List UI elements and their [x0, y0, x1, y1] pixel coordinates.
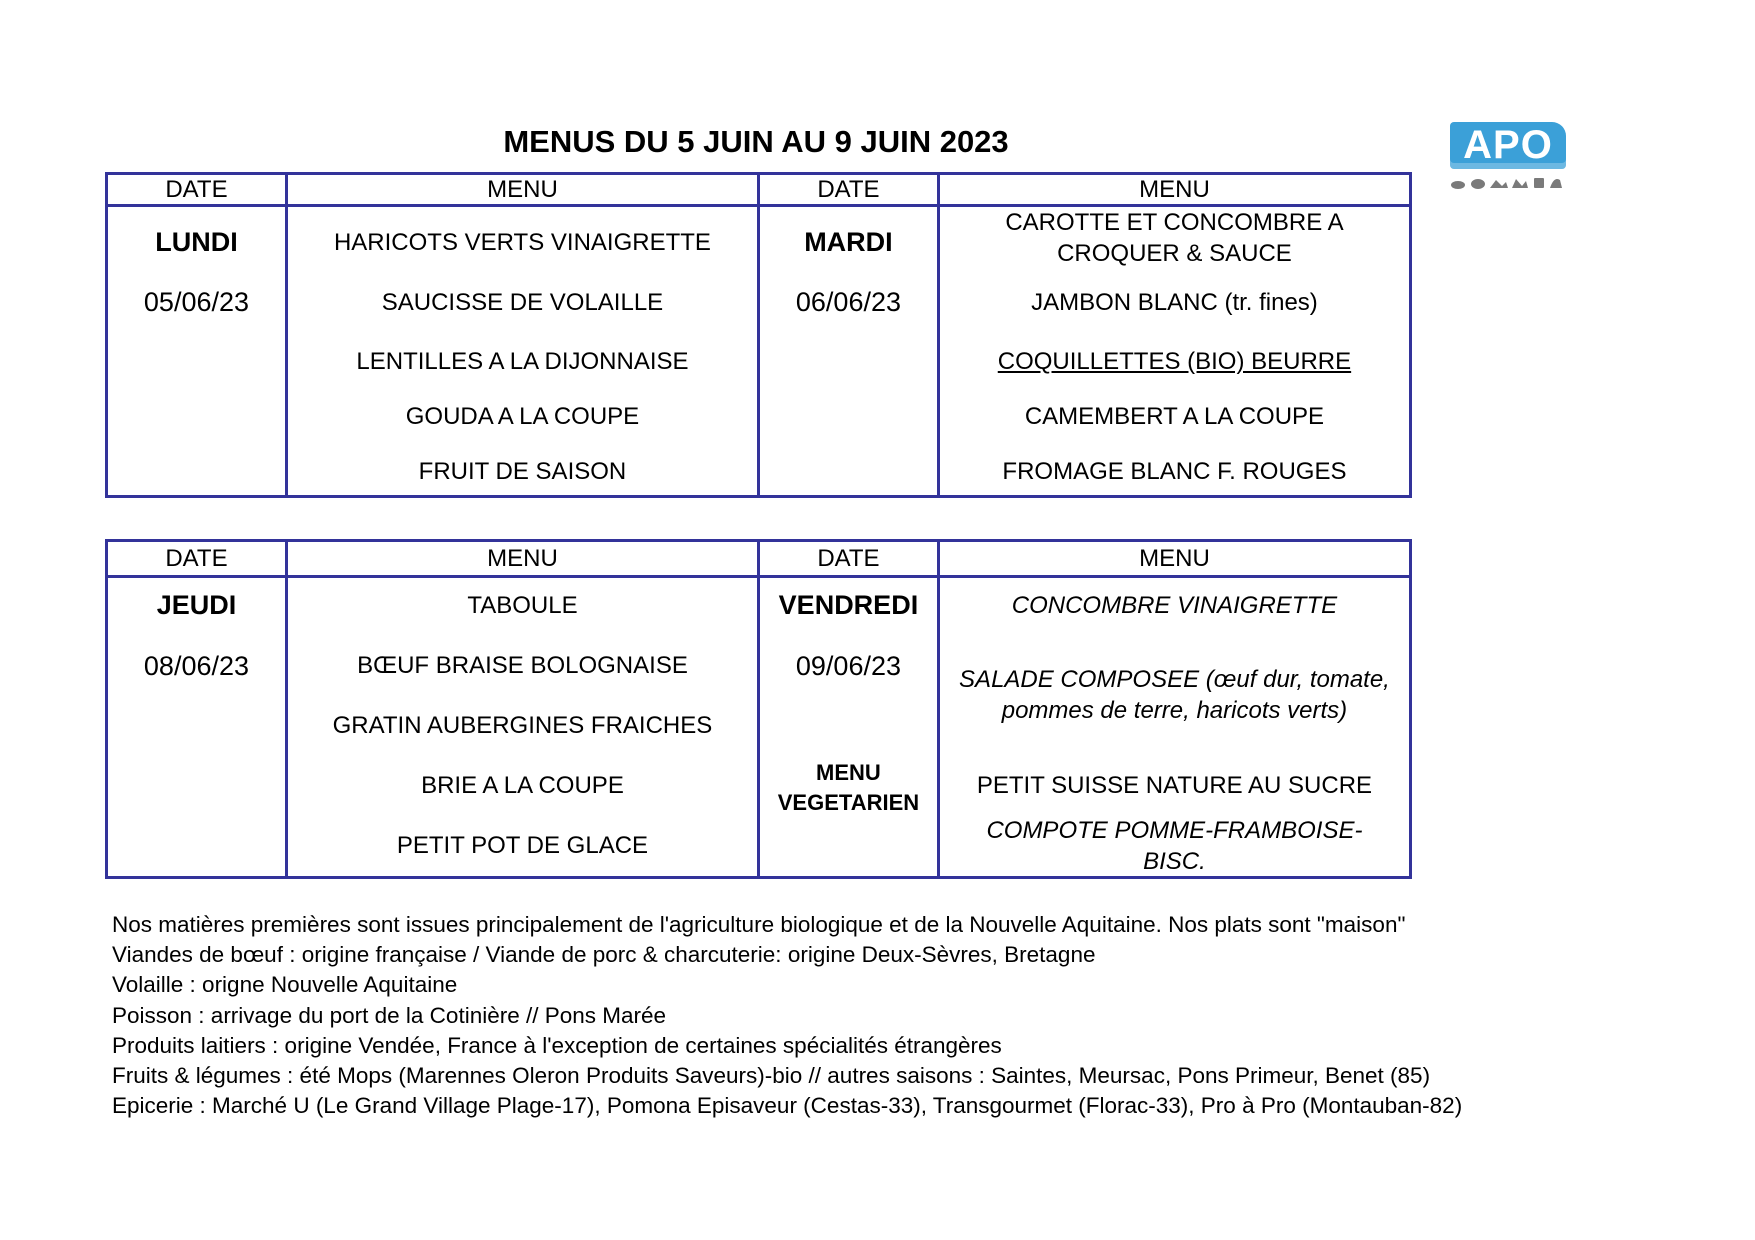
day-cell-thursday	[107, 577, 287, 878]
day-name: VENDREDI	[778, 590, 919, 620]
header-menu: MENU	[286, 541, 758, 577]
menu-item: CROQUER & SAUCE	[1057, 240, 1292, 267]
day-date: 08/06/23	[143, 651, 250, 681]
menu-item: CAMEMBERT A LA COUPE	[1024, 403, 1325, 430]
menu-cell-thursday	[286, 577, 758, 878]
sourcing-notes	[112, 910, 1462, 1121]
menu-item: JAMBON BLANC (tr. fines)	[1031, 289, 1318, 316]
day-name: LUNDI	[155, 227, 238, 257]
menu-item: TABOULE	[467, 592, 578, 619]
menu-cell-friday	[938, 577, 1410, 878]
menu-item: CONCOMBRE VINAIGRETTE	[1011, 592, 1338, 619]
note-line: Viandes de bœuf : origine française / Viande de porc & charcuterie: origine Deux-Sèvres, Bretagne	[112, 942, 1096, 968]
table-header-row	[107, 174, 1411, 206]
table-header-row	[107, 541, 1411, 577]
menu-cell-tuesday	[938, 206, 1410, 497]
day-date: 05/06/23	[143, 287, 250, 317]
header-menu: MENU	[938, 174, 1410, 206]
menu-item: SALADE COMPOSEE (œuf dur, tomate,	[959, 666, 1390, 693]
day-name: JEUDI	[156, 590, 237, 620]
apo-logo	[1446, 118, 1572, 192]
menu-table-week1	[105, 172, 1412, 498]
menu-item: GOUDA A LA COUPE	[405, 403, 640, 430]
day-cell-tuesday	[758, 206, 938, 497]
menu-item: CAROTTE ET CONCOMBRE A	[1005, 209, 1344, 236]
note-line: Volaille : origne Nouvelle Aquitaine	[112, 972, 458, 998]
menu-item: PETIT POT DE GLACE	[396, 832, 649, 859]
note-line: Produits laitiers : origine Vendée, France à l'exception de certaines spécialités étrangères	[112, 1032, 1002, 1058]
header-date: DATE	[758, 174, 938, 206]
menu-table-week2	[105, 539, 1412, 879]
menu-item: FRUIT DE SAISON	[418, 458, 627, 485]
day-cell-friday	[758, 577, 938, 878]
day-date: 06/06/23	[795, 287, 901, 317]
menu-item: BRIE A LA COUPE	[421, 772, 624, 799]
page-title: MENUS DU 5 JUIN AU 9 JUIN 2023	[503, 124, 1009, 159]
menu-item: PETIT SUISSE NATURE AU SUCRE	[976, 772, 1373, 799]
menu-item: SAUCISSE DE VOLAILLE	[381, 289, 664, 316]
table-row	[107, 577, 1411, 878]
table-row	[107, 206, 1411, 497]
header-menu: MENU	[938, 541, 1410, 577]
note-line: Poisson : arrivage du port de la Cotinière // Pons Marée	[112, 1002, 667, 1028]
menu-item: COQUILLETTES (BIO) BEURRE	[997, 348, 1352, 375]
menu-item: HARICOTS VERTS VINAIGRETTE	[333, 229, 711, 256]
note-line: Nos matières premières sont issues principalement de l'agriculture biologique et de la Nouvelle Aquitaine. Nos plats sont "maison"	[112, 912, 1406, 937]
menu-item: COMPOTE POMME-FRAMBOISE-	[986, 817, 1363, 844]
menu-item: BŒUF BRAISE BOLOGNAISE	[357, 652, 688, 679]
header-date: DATE	[107, 541, 287, 577]
note-line: Epicerie : Marché U (Le Grand Village Plage-17), Pomona Episaveur (Cestas-33), Transgourmet (Florac-33), Pro à Pro (Montauban-82)	[112, 1093, 1463, 1119]
menu-item: FROMAGE BLANC F. ROUGES	[1002, 458, 1347, 485]
menu-item: GRATIN AUBERGINES FRAICHES	[332, 712, 713, 739]
vegetarian-menu-label: VEGETARIEN	[777, 790, 920, 815]
note-line: Fruits & légumes : été Mops (Marennes Oleron Produits Saveurs)-bio // autres saisons : Saintes, Meursac, Pons Primeur, Benet (85)	[112, 1063, 1431, 1089]
menu-cell-monday	[286, 206, 758, 497]
day-date: 09/06/23	[795, 651, 901, 681]
day-cell-monday	[107, 206, 287, 497]
logo-text: APO	[1463, 123, 1553, 167]
day-name: MARDI	[804, 227, 893, 257]
logo-activity-icons	[1450, 174, 1568, 190]
vegetarian-menu-label: MENU	[816, 760, 881, 785]
header-date: DATE	[758, 541, 938, 577]
menu-item: pommes de terre, haricots verts)	[1001, 697, 1348, 724]
menu-item: LENTILLES A LA DIJONNAISE	[356, 348, 689, 375]
header-menu: MENU	[286, 174, 758, 206]
header-date: DATE	[107, 174, 287, 206]
menu-item: BISC.	[1143, 848, 1206, 875]
